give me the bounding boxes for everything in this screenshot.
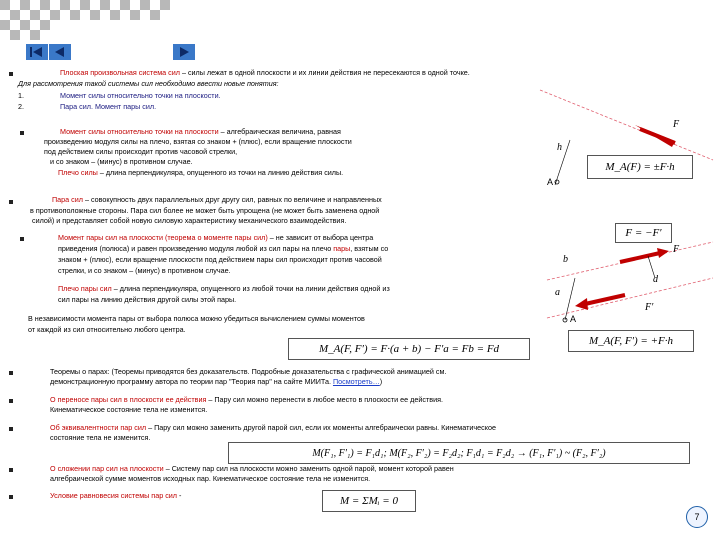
pair-word: пары [333,244,351,253]
theorem2-title: Об эквивалентности пар сил [50,423,147,432]
theorem3-text: – Систему пар сил на плоскости можно заменить одной парой, момент которой равен [163,464,454,473]
pair-def-line3: силой) и представляет собой новую силовую характеристику механического взаимодействия. [32,216,347,225]
force-arrow-body [640,129,675,143]
pair-arm-text: – длина перпендикуляра, опущенного из любой точки на линии действия одной из [111,284,390,293]
pair-moment-title: Момент пары сил на плоскости (теорема о моменте пары сил) [58,233,268,242]
label-b: b [563,254,568,265]
concepts-intro: Для рассмотрения такой системы сил необходимо ввести новые понятия: [18,79,279,88]
bullet [9,371,13,375]
label-a: A [547,177,554,187]
label-fprime: F′ [645,302,654,313]
force-arrow-bottom [585,295,625,304]
moment-def-line3: под действием силы происходит против часовой стрелки, [44,147,238,156]
theorem2-line1 [50,423,496,432]
pair-equal-formula-text: F = −F′ [625,227,662,239]
force-arm-line [58,168,343,177]
bullet [9,495,13,499]
pair-moment-line3: знаком + (плюс), если вращение плоскости под действием пары сил происходит против часовой [58,255,382,264]
point-a [555,180,559,184]
item2-num: 2. [18,102,24,111]
bullet [9,427,13,431]
item1-text: Момент силы относительно точки на плоскости. [60,91,221,100]
equivalence-formula-text: M(F₁, F′₁) = F₁d₁; M(F₂, F′₂) = F₂d₂; F₁d₁ = F₂d₂ → (F₁, F′₁) ~ (F₂, F′₂) [312,447,606,459]
theorem2-text: – Пару сил можно заменить другой парой сил, если их моменты алгебраически равны. Кинематическое [146,423,496,432]
pair-def-text: – совокупность двух параллельных друг другу сил, равных по величине и направленных [82,195,382,204]
theorems-line1: Теоремы о парах: (Теоремы приводятся без доказательств. Подробные доказательства с графической анимацией см. [50,367,447,376]
intro-line [60,68,470,77]
pair-moment-line4: стрелки, и со знаком – (минус) в противном случае. [58,266,231,275]
bullet [9,399,13,403]
bullet [9,468,13,472]
pair-moment-text: – не зависит от выбора центра [267,233,374,242]
theorem3-line2: алгебраической сумме моментов исходных пар. Кинематическое состояние тела не изменится. [50,474,371,483]
label-h: h [557,142,562,153]
pair-moment-text2: приведения (полюса) и равен произведению модуля любой из сил пары на плечо [58,244,334,253]
moment-def-line4: и со знаком – (минус) в противном случае. [50,157,193,166]
moment-def-line1 [60,127,341,136]
checker-decoration [0,0,170,40]
item1-num: 1. [18,91,24,100]
theorem4-line [50,491,181,500]
theorems-line2 [50,377,382,386]
pair-line-bottom [547,278,713,318]
independence-formula [288,338,530,360]
equivalence-formula [228,442,690,464]
theorem1-line1 [50,395,443,404]
bullet [20,237,24,241]
pair-moment-line2 [58,244,388,253]
force-arrow-top [620,253,660,262]
independence-line1: В независимости момента пары от выбора полюса можно убедиться вычислением суммы моментов [28,314,365,323]
theorem3-line1 [50,464,454,473]
pair-def-line1 [52,195,382,204]
equilibrium-formula [322,490,416,512]
moment-formula [587,155,693,179]
moment-figure [535,85,715,200]
theorem4-title: Условие равновесия системы пар сил [50,491,177,500]
force-arm-text: – длина перпендикуляра, опущенного из точки на линию действия силы. [97,168,344,177]
independence-line2: от каждой из сил относительно любого центра. [28,325,186,334]
theorem2-line2: состояние тела не изменится. [50,433,151,442]
pair-arm-line1 [58,284,390,293]
page-number: 7 [686,506,708,528]
plane-system-title: Плоская произвольная система сил [60,68,180,77]
pair-arm-line2: сил пары на линию действия другой силы этой пары. [58,295,237,304]
bullet [20,131,24,135]
pair-moment-formula-text: M_A(F, F′) = +F·h [589,335,673,347]
theorems-text: демонстрационную программу автора по теории пар "Теория пар" на сайте МИИТа. [50,377,333,386]
label-f: F [673,119,680,130]
theorem1-title: О переносе пары сил в плоскости ее действия [50,395,207,404]
label-a-small: a [555,287,560,298]
theorem4-text: - [177,491,182,500]
view-link[interactable]: Посмотреть… [332,377,380,386]
force-arm-title: Плечо силы [58,168,98,177]
bullet [9,200,13,204]
moment-def-text: – алгебраическая величина, равная [218,127,341,136]
plane-system-desc: – силы лежат в одной плоскости и их линии действия не пересекаются в одной точке. [179,68,470,77]
theorem1-text: – Пару сил можно перенести в любое место в плоскости ее действия. [206,395,443,404]
equilibrium-formula-text: M = ΣMᵢ = 0 [340,495,398,507]
pair-def-title: Пара сил [52,195,83,204]
theorems-text-end: ) [379,377,383,386]
theorem3-title: О сложении пар сил на плоскости [50,464,164,473]
theorem1-line2: Кинематическое состояние тела не изменится. [50,405,208,414]
force-arrowhead-bottom [575,298,588,310]
pair-figure [545,240,715,330]
moment-def-title: Момент силы относительно точки на плоскости [60,127,219,136]
next-slide-button[interactable] [173,44,195,60]
moment-formula-text: M_A(F) = ±F·h [605,161,675,173]
pair-arm-title: Плечо пары сил [58,284,112,293]
previous-slide-button[interactable] [49,44,71,60]
label-f2: F [673,244,680,255]
pair-moment-line1 [58,233,373,242]
label-a2: A [570,314,577,324]
item2-text: Пара сил. Момент пары сил. [60,102,157,111]
pair-moment-formula [568,330,694,352]
moment-def-line2: произведению модуля силы на плечо, взятая со знаком + (плюс), если вращение плоскости [44,137,352,146]
label-d: d [653,274,658,285]
first-slide-button[interactable] [26,44,48,60]
bullet [9,72,13,76]
force-arrowhead-top [657,248,669,258]
pair-moment-text3: , взятым со [350,244,389,253]
independence-formula-text: M_A(F, F′) = F·(a + b) − F′a = Fb = Fd [318,343,500,355]
pair-def-line2: в противоположные стороны. Пара сил более не может быть упрощена (не может быть заменена одной [30,206,380,215]
line-of-action [540,90,713,160]
